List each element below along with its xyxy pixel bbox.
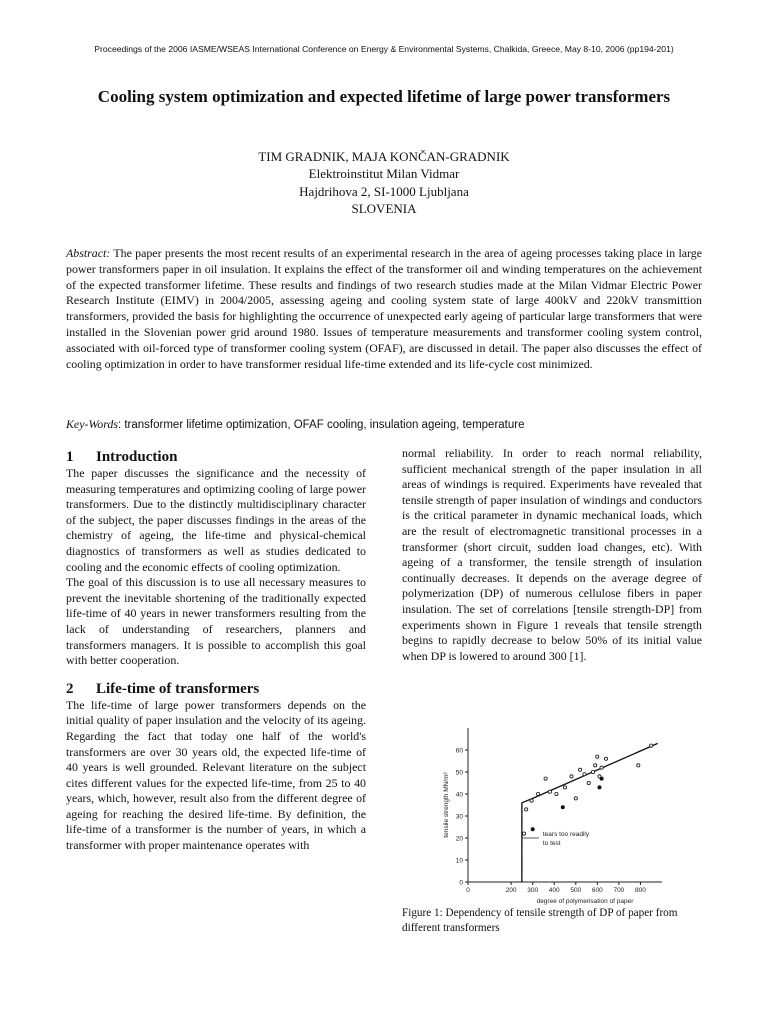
x-tick-label: 500 <box>570 887 582 894</box>
x-tick-label: 800 <box>635 887 646 894</box>
y-tick-label: 60 <box>455 747 463 755</box>
section-2-number: 2 <box>66 680 74 697</box>
right-column <box>402 446 702 664</box>
section-2-paragraph-1: The life-time of large power transformers depends on the initial quality of paper insulation and the velocity of its ageing. Regarding the fact that today one half of the world's transformers are over 30 years old, the expected life-time of 40 years is well grounded. Relevant literature on the subject cites different values for the expected life-time, from 25 to 40 years, which, however, result also from the different degree of ageing for reaching the desired life-time. By definition, the life-time of a transformer is the number of years, in which a transformer with proper maintenance operates with <box>66 697 366 853</box>
section-1-paragraph-2: The goal of this discussion is to use all necessary measures to prevent the inevitable shortening of the traditionally expected life-time of 40 years in newer transformers resulting from the lack of understanding of researchers, planners and transformers managers. It is possible to accomplish this goal with better cooperation. <box>66 575 366 668</box>
abstract-label: Abstract: <box>66 246 111 260</box>
data-point-open <box>604 757 607 760</box>
data-point-open <box>530 799 533 802</box>
author-country: SLOVENIA <box>351 200 417 216</box>
data-point-open <box>637 764 640 767</box>
abstract <box>66 246 702 372</box>
section-1-number: 1 <box>66 449 74 465</box>
data-point-open <box>563 786 566 789</box>
running-header: Proceedings of the 2006 IASME/WSEAS International Conference on Energy & Environmental Systems, Chalkida, Greece, May 8-10, 2006 (pp194-201) <box>94 44 674 54</box>
figure-1 <box>420 720 670 906</box>
data-point-filled <box>561 806 564 809</box>
y-axis-label: tensile strength MN/m² <box>443 772 450 838</box>
data-point-open <box>594 764 597 767</box>
right-column-paragraph-1: normal reliability. In order to reach normal reliability, sufficient mechanical strength of the paper insulation in all areas of windings is required. Experiments have revealed that tensile strength of paper insulation of windings and conductors is the critical parameter in dynamic mechanical loads, which are the result of electromagnetic transitional processes in a transformer (short circuit, sudden load changes, etc). With ageing of a transformer, the tensile strength of insulation continually decreases. It depends on the average degree of polymerization (DP) of numerous cellulose fibers in paper insulation. The set of correlations [tensile strength-DP] from experiments shown in Figure 1 reveals that tensile strength begins to rapidly decrease to below 50% of its initial value when DP is lowered to around 300 [1]. <box>402 446 702 663</box>
data-point-open <box>544 777 547 780</box>
data-point-open <box>583 773 586 776</box>
x-tick-label: 300 <box>527 887 539 894</box>
abstract-text: The paper presents the most recent results of an experimental research in the area of ageing processes taking place in large power transformers paper in oil insulation. It explains the effect of the transformer oil and winding temperatures on the achievement of the expected transformer lifetime. These results and findings of two research studies made at the Milan Vidmar Electric Power Research Institute (EIMV) in 2004/2005, assessing ageing and cooling system state of large 400kV and 220kV transmittion transformers, provided the basis for highlighting the occurrence of unexpected early ageing of particular large transformers that were installed in the Slovenian power grid around 1980. Issues of temperature measurements and transformer cooling system control, associated with oil-forced type of transformer cooling system (OFAF), are discussed in detail. The paper also discusses the effect of cooling optimization in order to have transformer residual life-time extended and its life-cycle cost minimized. <box>66 246 702 371</box>
section-2-title: Life-time of transformers <box>96 680 260 697</box>
author-block <box>84 148 684 217</box>
data-point-filled <box>600 777 603 780</box>
data-point-filled <box>531 828 534 831</box>
y-tick-label: 10 <box>455 857 463 865</box>
x-tick-label: 0 <box>466 887 470 894</box>
x-tick-label: 600 <box>591 887 603 894</box>
data-point-open <box>574 797 577 800</box>
keywords-label: Key-Words <box>66 417 118 431</box>
keywords <box>66 417 702 434</box>
y-tick-label: 0 <box>459 879 463 887</box>
x-axis-label: degree of polymerisation of paper <box>536 898 634 905</box>
data-point-open <box>570 775 573 778</box>
data-point-open <box>596 755 599 758</box>
section-1-paragraph-1: The paper discusses the significance and the necessity of measuring temperatures and optimizing cooling of large power transformers. Due to the distinctly multidisciplinary character of the subject, the paper discusses findings in the areas of the chemistry of ageing, the life-time and physical-chemical diagnostics of transformers as well as studies dedicated to cooling and the economic effects of cooling optimization. <box>66 466 366 574</box>
author-names: TIM GRADNIK, MAJA KONČAN-GRADNIK <box>258 149 510 164</box>
y-tick-label: 20 <box>455 835 463 843</box>
figure-1-chart <box>420 720 670 906</box>
data-point-open <box>525 808 528 811</box>
left-column <box>66 448 366 854</box>
data-point-open <box>591 770 594 773</box>
annotation-text-line: tears too readily <box>542 831 590 838</box>
keywords-text: : transformer lifetime optimization, OFAF cooling, insulation ageing, temperature <box>117 419 525 431</box>
data-point-open <box>548 790 551 793</box>
figure-1-caption: Figure 1: Dependency of tensile strength of DP of paper from different transformers <box>402 907 678 935</box>
author-institute: Elektroinstitut Milan Vidmar <box>308 166 460 182</box>
data-point-open <box>522 832 525 835</box>
y-tick-label: 50 <box>455 769 463 777</box>
section-2-heading <box>66 680 366 698</box>
section-1-title: Introduction <box>96 449 178 465</box>
data-point-open <box>579 768 582 771</box>
annotation-text-line: to test <box>542 840 561 847</box>
y-tick-label: 30 <box>455 813 463 821</box>
data-point-open <box>537 792 540 795</box>
data-point-open <box>650 744 653 747</box>
data-point-open <box>587 781 590 784</box>
data-point-open <box>600 766 603 769</box>
author-address: Hajdrihova 2, SI-1000 Ljubljana <box>299 183 469 199</box>
data-point-open <box>555 792 558 795</box>
y-tick-label: 40 <box>455 791 463 799</box>
data-point-filled <box>598 786 601 789</box>
section-1-heading <box>66 448 366 466</box>
x-tick-label: 700 <box>613 887 625 894</box>
x-tick-label: 400 <box>548 887 560 894</box>
x-tick-label: 200 <box>505 887 517 894</box>
paper-title: Cooling system optimization and expected lifetime of large power transformers <box>97 87 671 106</box>
